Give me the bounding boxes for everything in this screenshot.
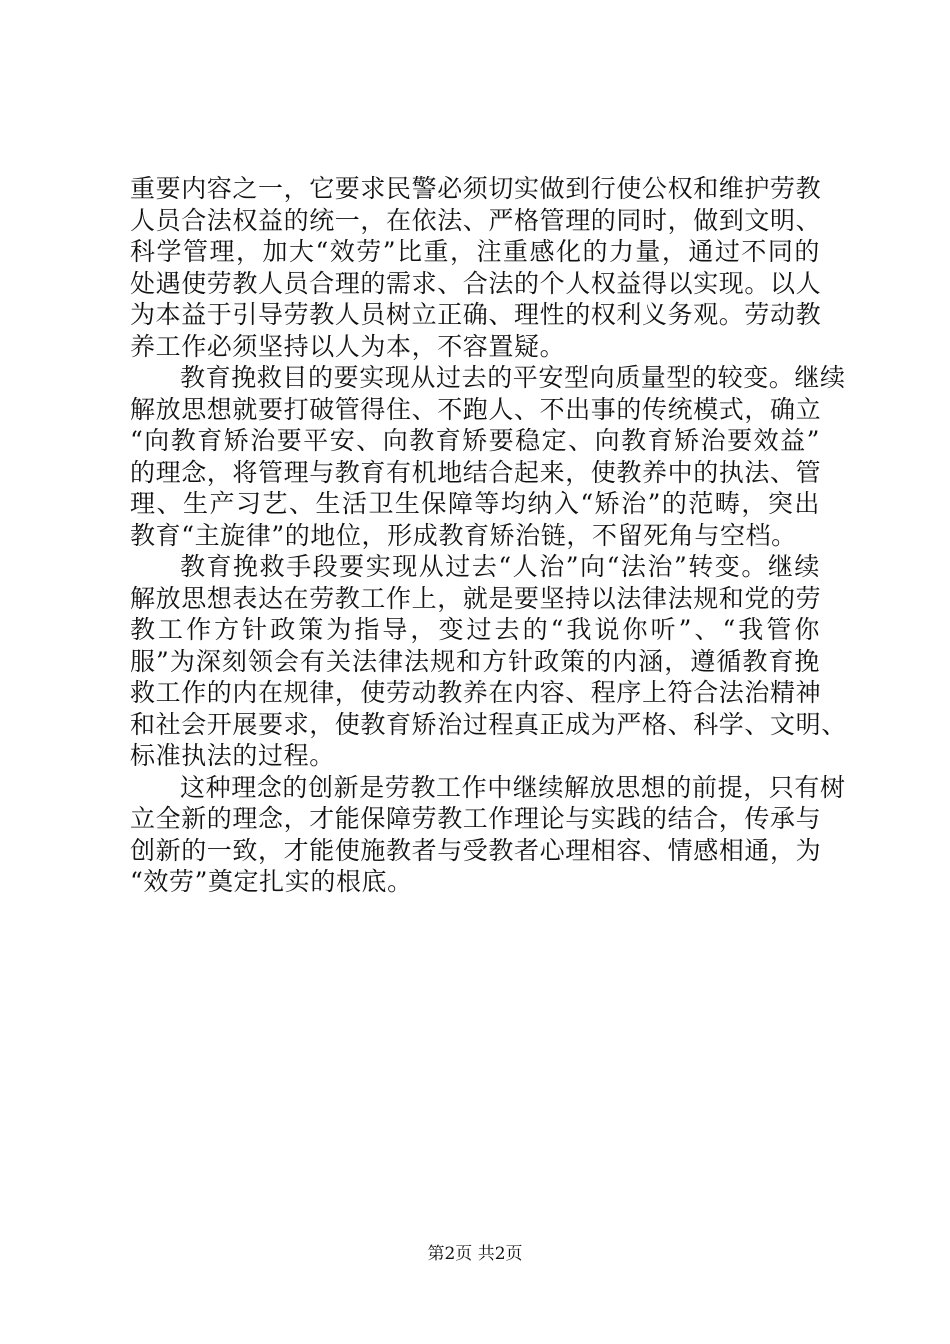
paragraph-first-line: 教育挽救目的要实现从过去的平安型向质量型的较变。继续 (180, 363, 846, 392)
text-line: 救工作的内在规律，使劳动教养在内容、程序上符合法治精神 (130, 678, 822, 707)
text-line: 人员合法权益的统一，在依法、严格管理的同时，做到文明、 (130, 205, 822, 235)
body-text (130, 173, 847, 898)
paragraph-first-line: 这种理念的创新是劳教工作中继续解放思想的前提，只有树 (180, 772, 846, 802)
text-line: 服”为深刻领会有关法律法规和方针政策的内涵，遵循教育挽 (130, 646, 820, 676)
text-line: 养工作必须坚持以人为本，不容置疑。 (130, 331, 566, 361)
text-line: 创新的一致，才能使施教者与受教者心理相容、情感相通，为 (130, 835, 822, 865)
text-line: 教育“主旋律”的地位，形成教育矫治链，不留死角与空档。 (130, 520, 797, 550)
text-line: 的理念，将管理与教育有机地结合起来，使教养中的执法、管 (130, 457, 822, 487)
text-line: “向教育矫治要平安、向教育矫要稳定、向教育矫治要效益” (130, 426, 820, 455)
paragraph-first-line: 教育挽救手段要实现从过去“人治”向“法治”转变。继续 (180, 552, 820, 581)
text-line: 和社会开展要求，使教育矫治过程真正成为严格、科学、文明、 (130, 709, 847, 739)
page-number: 第2页 共2页 (427, 1244, 523, 1264)
text-line: 标准执法的过程。 (130, 741, 335, 770)
text-line: 处遇使劳教人员合理的需求、合法的个人权益得以实现。以人 (130, 268, 822, 298)
text-line: 理、生产习艺、生活卫生保障等均纳入“矫治”的范畴，突出 (130, 489, 820, 518)
text-line: 解放思想就要打破管得住、不跑人、不出事的传统模式，确立 (130, 394, 822, 424)
text-line: 教工作方针政策为指导，变过去的“我说你听”、“我管你 (130, 615, 820, 644)
text-line: 解放思想表达在劳教工作上，就是要坚持以法律法规和党的劳 (130, 583, 822, 613)
text-line: 科学管理，加大“效劳”比重，注重感化的力量，通过不同的 (130, 237, 820, 266)
text-line: 为本益于引导劳教人员树立正确、理性的权利义务观。劳动教 (130, 300, 822, 329)
text-line: “效劳”奠定扎实的根底。 (130, 867, 413, 896)
text-line: 立全新的理念，才能保障劳教工作理论与实践的结合，传承与 (130, 804, 822, 833)
text-line: 重要内容之一，它要求民警必须切实做到行使公权和维护劳教 (130, 174, 822, 203)
